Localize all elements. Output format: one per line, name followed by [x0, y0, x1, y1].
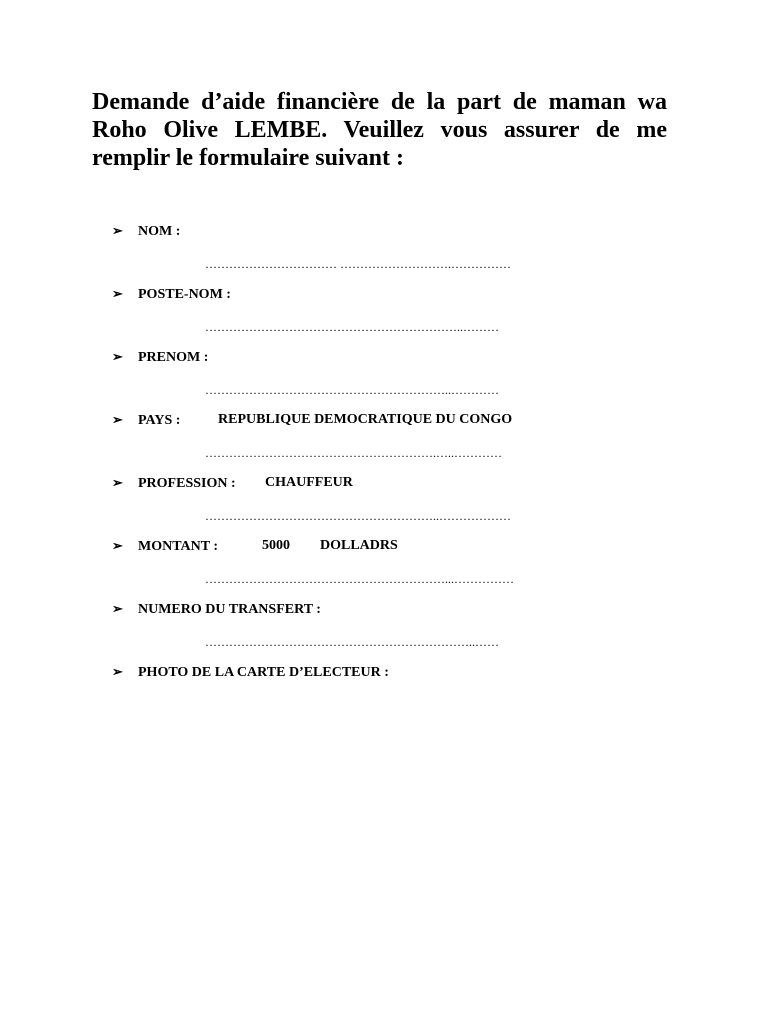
- arrow-bullet-icon: ➢: [112, 538, 123, 553]
- title-line: remplir le formulaire suivant :: [92, 145, 404, 171]
- arrow-bullet-icon: ➢: [112, 601, 123, 616]
- fill-line-pays[interactable]: ………………………………………………….…..…………: [205, 446, 502, 460]
- field-label-numero-transfert: NUMERO DU TRANSFERT :: [138, 602, 321, 617]
- arrow-bullet-icon: ➢: [112, 664, 123, 679]
- field-pays: [112, 410, 552, 430]
- fill-line-prenom[interactable]: ……………………………………………………..…………: [205, 383, 499, 397]
- field-poste-nom: [112, 284, 231, 304]
- field-label-prenom: PRENOM :: [138, 350, 209, 365]
- field-value-montant-currency: DOLLADRS: [320, 538, 398, 553]
- field-label-nom: NOM :: [138, 224, 181, 239]
- fill-line-profession[interactable]: …………………………………………………..………………: [205, 509, 511, 523]
- arrow-bullet-icon: ➢: [112, 223, 123, 238]
- field-label-profession: PROFESSION :: [138, 476, 236, 491]
- field-prenom: [112, 347, 208, 367]
- field-label-photo-carte-electeur: PHOTO DE LA CARTE D’ELECTEUR :: [138, 665, 389, 680]
- arrow-bullet-icon: ➢: [112, 412, 123, 427]
- field-label-poste-nom: POSTE-NOM :: [138, 287, 231, 302]
- field-value-profession: CHAUFFEUR: [265, 475, 353, 490]
- field-photo-carte-electeur: [112, 662, 389, 682]
- field-profession: [112, 473, 412, 493]
- fill-line-poste-nom[interactable]: ………………………………………………………..………: [205, 320, 499, 334]
- field-nom: [112, 221, 180, 241]
- arrow-bullet-icon: ➢: [112, 286, 123, 301]
- field-label-montant: MONTANT :: [138, 539, 218, 554]
- field-label-pays: PAYS :: [138, 413, 181, 428]
- arrow-bullet-icon: ➢: [112, 349, 123, 364]
- field-value-montant-amount: 5000: [262, 538, 290, 553]
- form-title: [92, 88, 667, 172]
- field-numero-transfert: [112, 599, 321, 619]
- field-value-pays: REPUBLIQUE DEMOCRATIQUE DU CONGO: [218, 412, 513, 427]
- title-line: Roho Olive LEMBE. Veuillez vous assurer de me: [92, 117, 667, 143]
- field-montant: [112, 536, 432, 556]
- fill-line-numero-transfert[interactable]: …………………………………………………………..……: [205, 635, 499, 649]
- fill-line-nom[interactable]: …………………………… ……………………….……………: [205, 257, 511, 271]
- arrow-bullet-icon: ➢: [112, 475, 123, 490]
- fill-line-montant[interactable]: ……………………………………………………...……………: [205, 572, 514, 586]
- title-line: Demande d’aide financière de la part de maman wa: [92, 89, 667, 115]
